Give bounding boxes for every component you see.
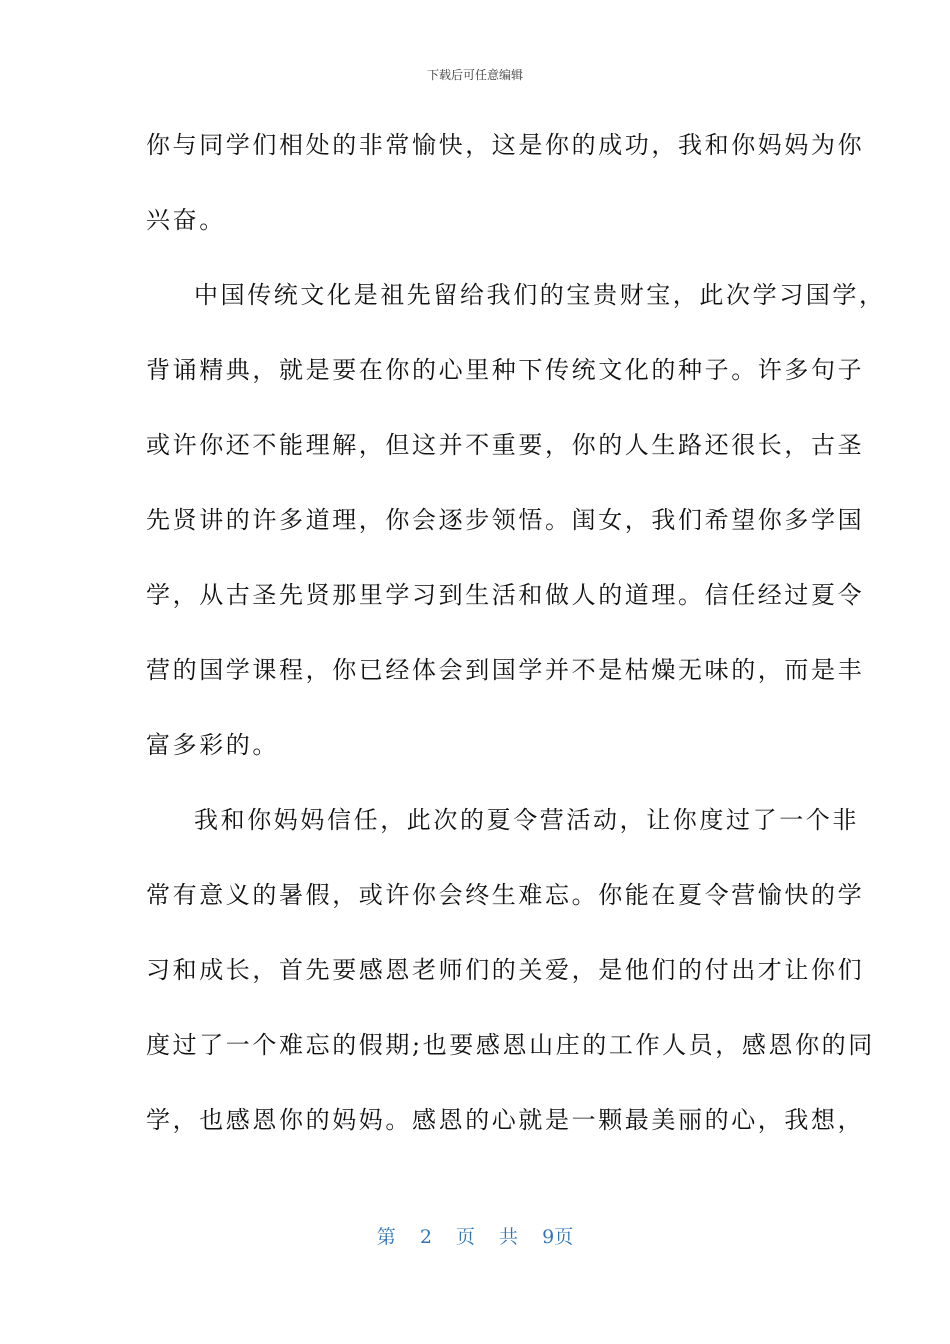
footer-di: 第	[376, 1226, 396, 1248]
body-line: 学，从古圣先贤那里学习到生活和做人的道理。信任经过夏令	[146, 581, 865, 609]
body-line: 兴奋。	[146, 206, 226, 234]
footer-gong: 共	[499, 1226, 519, 1248]
body-line: 习和成长，首先要感恩老师们的关爱，是他们的付出才让你们	[146, 956, 865, 984]
body-line: 你与同学们相处的非常愉快，这是你的成功，我和你妈妈为你	[146, 131, 865, 159]
body-line: 度过了一个难忘的假期;也要感恩山庄的工作人员，感恩你的同	[146, 1031, 875, 1059]
footer-total-pages: 9页	[542, 1226, 574, 1248]
footer-ye: 页	[455, 1226, 475, 1248]
body-line: 富多彩的。	[146, 731, 279, 759]
paragraph-start-line: 中国传统文化是祖先留给我们的宝贵财宝，此次学习国学，	[194, 281, 886, 309]
paragraph-start-line: 我和你妈妈信任，此次的夏令营活动，让你度过了一个非	[194, 806, 859, 834]
body-line: 背诵精典，就是要在你的心里种下传统文化的种子。许多句子	[146, 356, 865, 384]
footer-current-page: 2	[419, 1226, 432, 1248]
page-number-footer	[0, 1224, 950, 1250]
body-line: 学，也感恩你的妈妈。感恩的心就是一颗最美丽的心，我想，	[146, 1106, 865, 1134]
body-line: 先贤讲的许多道理，你会逐步领悟。闺女，我们希望你多学国	[146, 506, 865, 534]
body-line: 或许你还不能理解，但这并不重要，你的人生路还很长，古圣	[146, 431, 865, 459]
page-header-note: 下载后可任意编辑	[426, 68, 523, 82]
body-line: 营的国学课程，你已经体会到国学并不是枯燥无味的，而是丰	[146, 656, 865, 684]
body-line: 常有意义的暑假，或许你会终生难忘。你能在夏令营愉快的学	[146, 881, 865, 909]
